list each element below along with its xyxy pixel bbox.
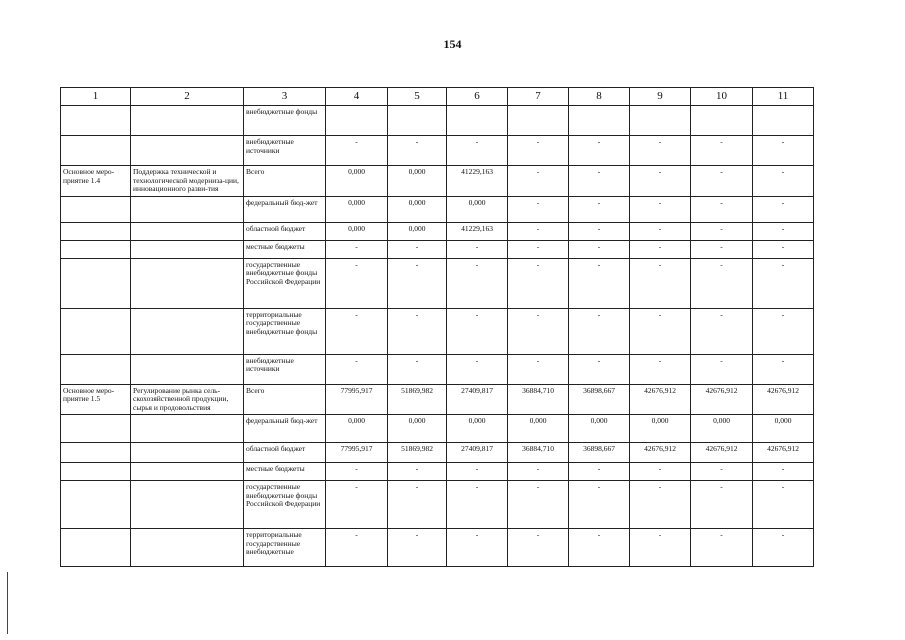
funding-source-cell: территориальные государственные внебюджетные — [244, 529, 326, 567]
table-row — [61, 354, 814, 384]
value-cell: - — [569, 166, 630, 197]
measure-name-cell — [131, 136, 244, 166]
value-cell: 36898,667 — [569, 384, 630, 415]
funding-source-cell: Всего — [244, 166, 326, 197]
value-cell: 27409,817 — [447, 384, 508, 415]
value-cell: - — [630, 222, 691, 240]
value-cell: - — [569, 529, 630, 567]
value-cell: - — [630, 258, 691, 308]
measure-name-cell — [131, 240, 244, 258]
value-cell: - — [630, 463, 691, 481]
value-cell: - — [508, 166, 569, 197]
column-header: 7 — [508, 88, 569, 106]
value-cell: 41229,163 — [447, 166, 508, 197]
value-cell: - — [569, 136, 630, 166]
value-cell: - — [569, 308, 630, 354]
value-cell: 0,000 — [326, 196, 388, 222]
table-header-row — [61, 88, 814, 106]
value-cell: - — [569, 196, 630, 222]
value-cell: - — [326, 529, 388, 567]
column-header: 6 — [447, 88, 508, 106]
value-cell: - — [691, 136, 753, 166]
value-cell: 0,000 — [326, 222, 388, 240]
measure-cell — [61, 463, 131, 481]
budget-table — [60, 87, 814, 567]
value-cell: - — [508, 222, 569, 240]
column-header: 8 — [569, 88, 630, 106]
value-cell: - — [388, 354, 447, 384]
value-cell: - — [630, 240, 691, 258]
measure-cell — [61, 415, 131, 443]
value-cell: 0,000 — [388, 166, 447, 197]
value-cell: 0,000 — [388, 196, 447, 222]
value-cell: - — [508, 308, 569, 354]
value-cell: - — [326, 308, 388, 354]
value-cell: 27409,817 — [447, 443, 508, 463]
value-cell: - — [508, 354, 569, 384]
table-row — [61, 106, 814, 136]
value-cell: - — [447, 136, 508, 166]
funding-source-cell: государственные внебюджетные фонды Российской Федерации — [244, 258, 326, 308]
value-cell: - — [691, 222, 753, 240]
table-body — [61, 106, 814, 567]
funding-source-cell: внебюджетные фонды — [244, 106, 326, 136]
measure-cell — [61, 529, 131, 567]
measure-name-cell — [131, 258, 244, 308]
value-cell — [326, 106, 388, 136]
column-header: 2 — [131, 88, 244, 106]
measure-name-cell — [131, 196, 244, 222]
value-cell: - — [388, 481, 447, 529]
column-header: 11 — [753, 88, 814, 106]
measure-cell — [61, 196, 131, 222]
page-number: 154 — [443, 37, 462, 51]
value-cell: - — [508, 481, 569, 529]
funding-source-cell: федеральный бюд-жет — [244, 415, 326, 443]
value-cell: - — [508, 196, 569, 222]
value-cell: - — [326, 481, 388, 529]
value-cell: - — [447, 529, 508, 567]
table-row — [61, 463, 814, 481]
value-cell: - — [753, 136, 814, 166]
value-cell: 0,000 — [326, 415, 388, 443]
value-cell: 51869,982 — [388, 384, 447, 415]
value-cell: - — [753, 481, 814, 529]
value-cell: - — [630, 136, 691, 166]
value-cell: - — [691, 463, 753, 481]
column-header: 1 — [61, 88, 131, 106]
value-cell — [447, 106, 508, 136]
value-cell: - — [447, 481, 508, 529]
measure-cell — [61, 443, 131, 463]
value-cell: - — [326, 258, 388, 308]
value-cell: - — [326, 354, 388, 384]
table-row — [61, 196, 814, 222]
value-cell: - — [569, 481, 630, 529]
funding-source-cell: областной бюджет — [244, 222, 326, 240]
value-cell: 36884,710 — [508, 443, 569, 463]
value-cell: - — [447, 354, 508, 384]
value-cell: - — [753, 463, 814, 481]
value-cell: - — [447, 308, 508, 354]
value-cell: - — [508, 258, 569, 308]
value-cell: 36898,667 — [569, 443, 630, 463]
table-row — [61, 529, 814, 567]
measure-cell: Основное меро-приятие 1.5 — [61, 384, 131, 415]
value-cell: 77995,917 — [326, 384, 388, 415]
measure-cell — [61, 354, 131, 384]
value-cell: - — [388, 529, 447, 567]
funding-source-cell: внебюджетные источники — [244, 136, 326, 166]
value-cell — [630, 106, 691, 136]
funding-source-cell: внебюджетные источники — [244, 354, 326, 384]
table-row — [61, 415, 814, 443]
value-cell: - — [569, 354, 630, 384]
funding-source-cell: областной бюджет — [244, 443, 326, 463]
measure-name-cell — [131, 463, 244, 481]
value-cell: - — [630, 354, 691, 384]
value-cell: - — [569, 463, 630, 481]
value-cell: 36884,710 — [508, 384, 569, 415]
value-cell: 0,000 — [388, 222, 447, 240]
value-cell: - — [508, 136, 569, 166]
measure-cell — [61, 222, 131, 240]
funding-source-cell: местные бюджеты — [244, 463, 326, 481]
measure-cell — [61, 106, 131, 136]
value-cell: - — [388, 136, 447, 166]
value-cell: - — [753, 240, 814, 258]
value-cell: - — [569, 222, 630, 240]
measure-name-cell — [131, 222, 244, 240]
value-cell — [691, 106, 753, 136]
measure-name-cell — [131, 106, 244, 136]
value-cell: - — [753, 222, 814, 240]
value-cell: 0,000 — [388, 415, 447, 443]
value-cell: - — [691, 166, 753, 197]
table-row — [61, 258, 814, 308]
measure-name-cell — [131, 308, 244, 354]
value-cell: - — [630, 196, 691, 222]
value-cell: 0,000 — [447, 415, 508, 443]
value-cell: - — [447, 258, 508, 308]
measure-name-cell — [131, 354, 244, 384]
value-cell: 42676,912 — [753, 384, 814, 415]
measure-cell — [61, 258, 131, 308]
funding-source-cell: федеральный бюд-жет — [244, 196, 326, 222]
value-cell: 0,000 — [508, 415, 569, 443]
value-cell — [388, 106, 447, 136]
table-row — [61, 308, 814, 354]
column-header: 5 — [388, 88, 447, 106]
scan-edge-line — [7, 572, 8, 634]
measure-name-cell — [131, 481, 244, 529]
value-cell: - — [691, 354, 753, 384]
value-cell: - — [388, 258, 447, 308]
value-cell: 0,000 — [630, 415, 691, 443]
value-cell: - — [753, 196, 814, 222]
value-cell — [753, 106, 814, 136]
column-header: 3 — [244, 88, 326, 106]
value-cell: 41229,163 — [447, 222, 508, 240]
measure-cell — [61, 308, 131, 354]
value-cell: - — [388, 308, 447, 354]
value-cell: - — [569, 240, 630, 258]
value-cell: - — [691, 481, 753, 529]
column-header: 10 — [691, 88, 753, 106]
value-cell: 0,000 — [691, 415, 753, 443]
value-cell: - — [691, 529, 753, 567]
value-cell: - — [447, 463, 508, 481]
value-cell: - — [691, 240, 753, 258]
value-cell: - — [753, 308, 814, 354]
value-cell: 0,000 — [753, 415, 814, 443]
value-cell: - — [630, 308, 691, 354]
table-row — [61, 443, 814, 463]
value-cell: - — [569, 258, 630, 308]
value-cell: 77995,917 — [326, 443, 388, 463]
value-cell: 42676,912 — [630, 384, 691, 415]
value-cell: 0,000 — [447, 196, 508, 222]
value-cell: 42676,912 — [691, 384, 753, 415]
value-cell: - — [753, 258, 814, 308]
measure-name-cell: Поддержка технической и технологической модерниза-ции, инновационного разви-тия — [131, 166, 244, 197]
table-row — [61, 481, 814, 529]
value-cell: 42676,912 — [691, 443, 753, 463]
value-cell: - — [388, 240, 447, 258]
value-cell: - — [630, 166, 691, 197]
value-cell: - — [447, 240, 508, 258]
value-cell: - — [691, 196, 753, 222]
value-cell: - — [508, 529, 569, 567]
value-cell: 0,000 — [326, 166, 388, 197]
value-cell: - — [691, 258, 753, 308]
value-cell: - — [753, 166, 814, 197]
value-cell: - — [508, 463, 569, 481]
value-cell: - — [388, 463, 447, 481]
table-row — [61, 136, 814, 166]
value-cell: - — [630, 481, 691, 529]
value-cell: - — [691, 308, 753, 354]
column-header: 4 — [326, 88, 388, 106]
value-cell: 42676,912 — [753, 443, 814, 463]
value-cell — [569, 106, 630, 136]
value-cell: - — [753, 354, 814, 384]
funding-source-cell: Всего — [244, 384, 326, 415]
value-cell: - — [326, 240, 388, 258]
measure-name-cell: Регулирование рынка сель-скохозяйственной продукции, сырья и продовольствия — [131, 384, 244, 415]
value-cell: - — [326, 136, 388, 166]
table-row — [61, 240, 814, 258]
funding-source-cell: государственные внебюджетные фонды Российской Федерации — [244, 481, 326, 529]
table-row — [61, 222, 814, 240]
table-row — [61, 166, 814, 197]
measure-name-cell — [131, 529, 244, 567]
funding-source-cell: местные бюджеты — [244, 240, 326, 258]
measure-cell — [61, 240, 131, 258]
value-cell: - — [326, 463, 388, 481]
value-cell: 0,000 — [569, 415, 630, 443]
measure-cell — [61, 481, 131, 529]
value-cell — [508, 106, 569, 136]
funding-source-cell: территориальные государственные внебюджетные фонды — [244, 308, 326, 354]
measure-cell: Основное меро-приятие 1.4 — [61, 166, 131, 197]
column-header: 9 — [630, 88, 691, 106]
value-cell: - — [630, 529, 691, 567]
value-cell: 42676,912 — [630, 443, 691, 463]
value-cell: - — [753, 529, 814, 567]
measure-name-cell — [131, 415, 244, 443]
measure-cell — [61, 136, 131, 166]
value-cell: 51869,982 — [388, 443, 447, 463]
table-row — [61, 384, 814, 415]
value-cell: - — [508, 240, 569, 258]
measure-name-cell — [131, 443, 244, 463]
